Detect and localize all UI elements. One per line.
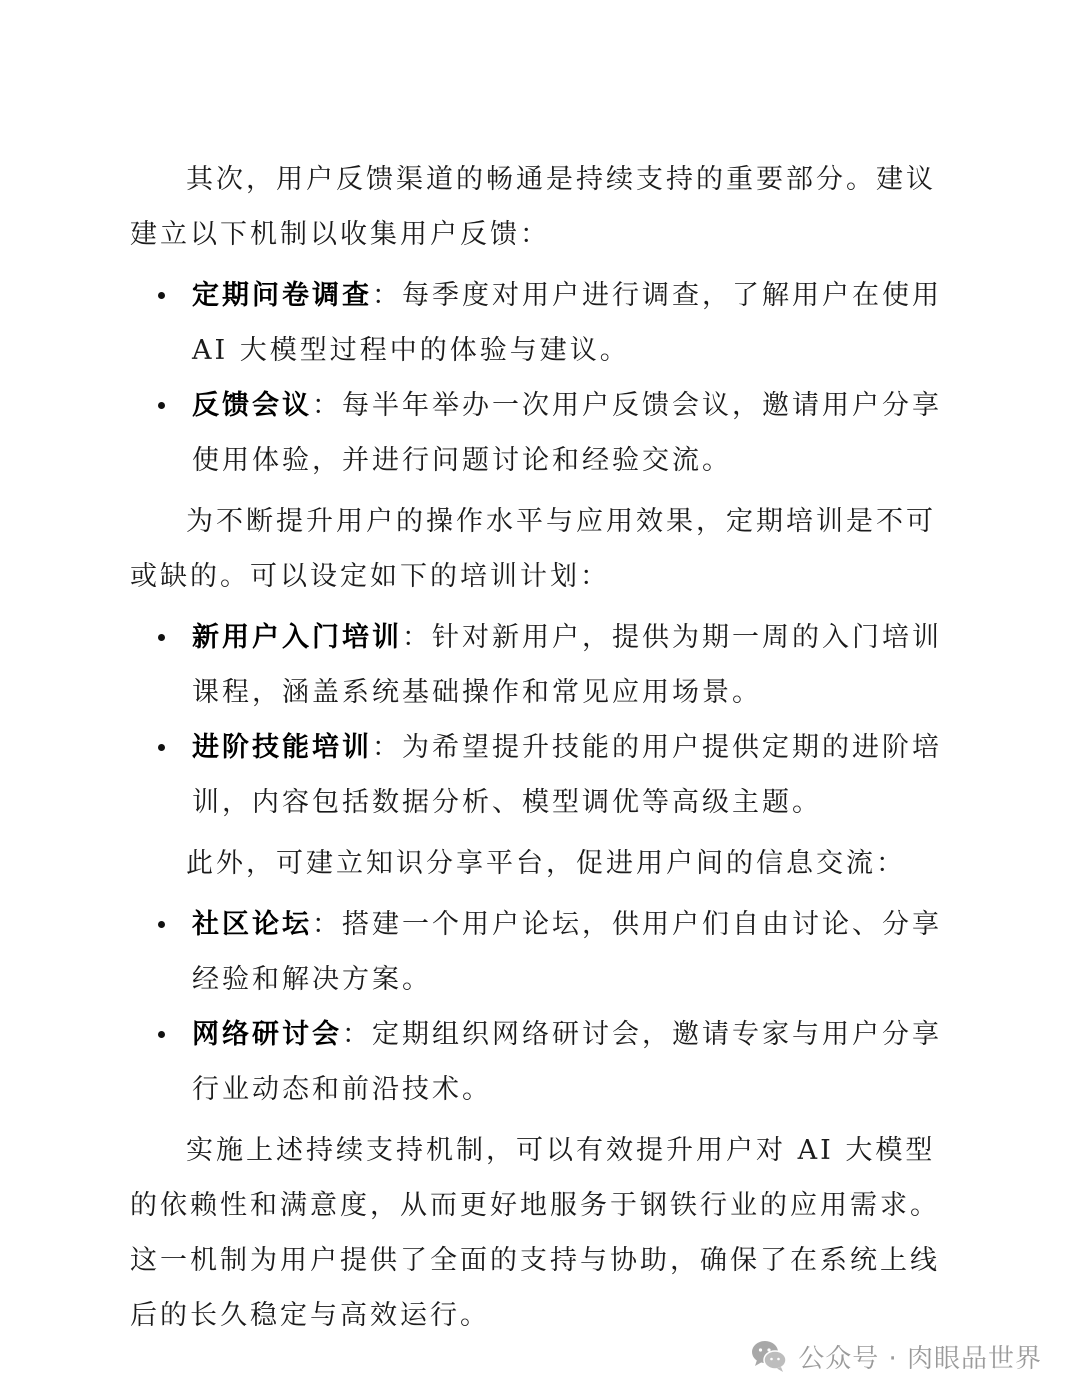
sharing-list — [130, 897, 960, 1117]
list-item-term: 社区论坛 — [192, 909, 312, 940]
list-item-term: 新用户入门培训 — [192, 622, 402, 653]
list-item — [130, 610, 960, 720]
list-item-term: 网络研讨会 — [192, 1019, 342, 1050]
list-item-text: ：定期组织网络研讨会，邀请专家与用户分享行业动态和前沿技术。 — [192, 1019, 942, 1105]
list-item-text: ：针对新用户，提供为期一周的入门培训课程，涵盖系统基础操作和常见应用场景。 — [192, 622, 942, 708]
list-item-term: 反馈会议 — [192, 390, 312, 421]
training-list — [130, 610, 960, 830]
list-item-text: ：为希望提升技能的用户提供定期的进阶培训，内容包括数据分析、模型调优等高级主题。 — [192, 732, 942, 818]
paragraph-sharing-intro: 此外，可建立知识分享平台，促进用户间的信息交流： — [186, 848, 906, 879]
paragraph-training-intro: 为不断提升用户的操作水平与应用效果，定期培训是不可或缺的。可以设定如下的培训计划： — [130, 506, 936, 592]
paragraph-conclusion: 实施上述持续支持机制，可以有效提升用户对 AI 大模型的依赖性和满意度，从而更好地服务于钢铁行业的应用需求。这一机制为用户提供了全面的支持与协助，确保了在系统上线后的长久稳定与高效运行。 — [130, 1135, 940, 1331]
watermark-text: 公众号 · 肉眼品世界 — [798, 1343, 1042, 1374]
list-item-text: ：每半年举办一次用户反馈会议，邀请用户分享使用体验，并进行问题讨论和经验交流。 — [192, 390, 942, 476]
list-item-text: ：每季度对用户进行调查，了解用户在使用 AI 大模型过程中的体验与建议。 — [192, 280, 942, 366]
list-item-term: 进阶技能培训 — [192, 732, 372, 763]
list-item — [130, 720, 960, 830]
list-item — [130, 268, 960, 378]
bullet-icon — [158, 634, 165, 641]
bullet-icon — [158, 292, 165, 299]
bullet-icon — [158, 402, 165, 409]
bullet-icon — [158, 921, 165, 928]
wechat-icon — [750, 1339, 788, 1373]
list-item-text: ：搭建一个用户论坛，供用户们自由讨论、分享经验和解决方案。 — [192, 909, 942, 995]
wechat-watermark — [750, 1336, 1042, 1376]
feedback-list — [130, 268, 960, 488]
bullet-icon — [158, 744, 165, 751]
list-item — [130, 1007, 960, 1117]
paragraph-feedback-intro: 其次，用户反馈渠道的畅通是持续支持的重要部分。建议建立以下机制以收集用户反馈： — [130, 164, 936, 250]
list-item-term: 定期问卷调查 — [192, 280, 372, 311]
document-body — [130, 152, 960, 1343]
bullet-icon — [158, 1031, 165, 1038]
list-item — [130, 897, 960, 1007]
list-item — [130, 378, 960, 488]
